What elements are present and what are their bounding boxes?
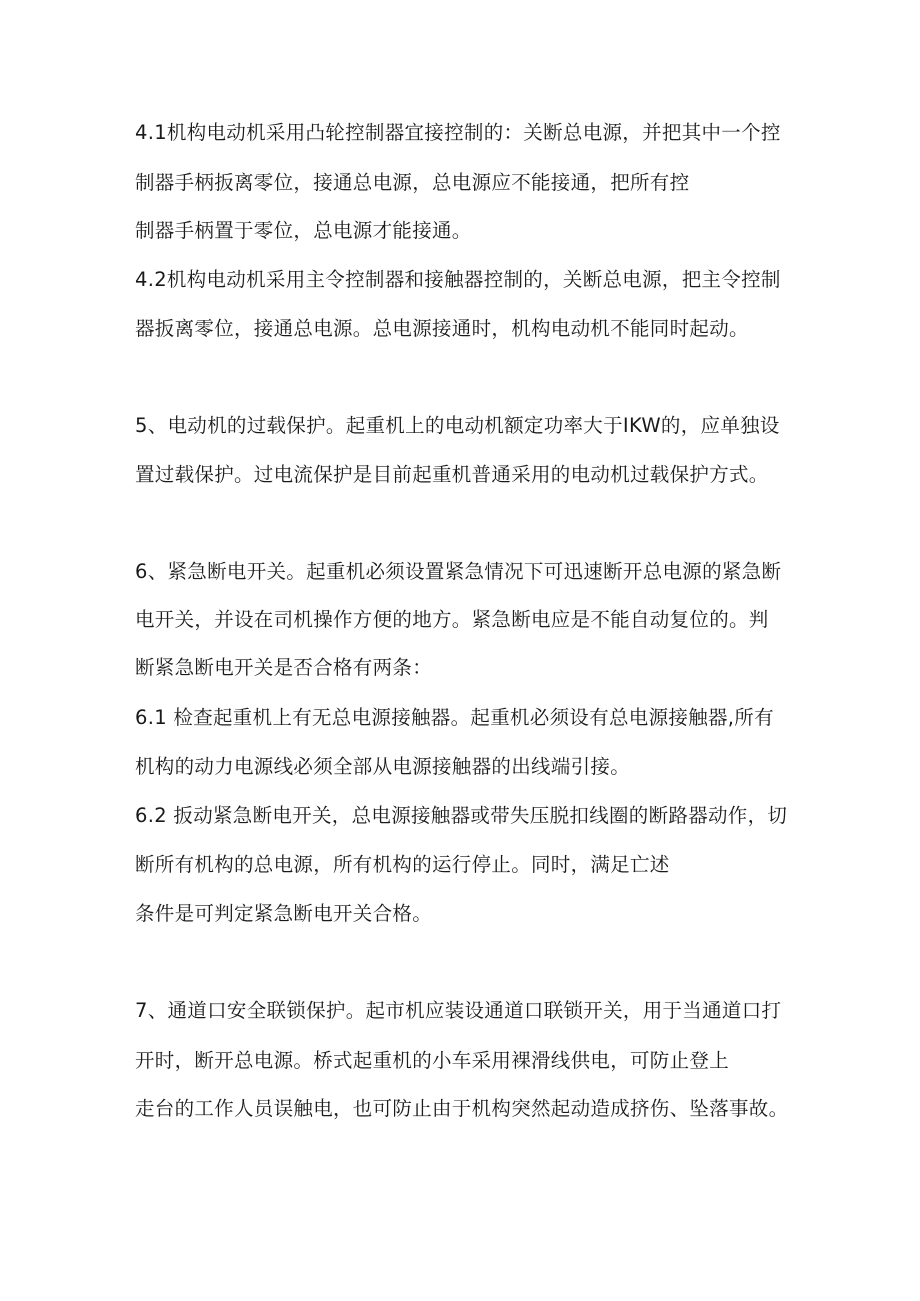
text-line-6-2-c: 条件是可判定紧急断电开关合格。 <box>135 902 433 925</box>
text-line-6-a: 6、紧急断电开关。起重机必须设置紧急情况下可迅速断开总电源的紧急断 <box>135 560 782 583</box>
text-line-7-a: 7、通道口安全联锁保护。起市机应装设通道口联锁开关，用于当通道口打 <box>135 999 782 1022</box>
text-line-4-1-a: 4.1机构电动机采用凸轮控制器宜接控制的：关断总电源，并把其中一个控 <box>135 121 781 144</box>
text-line-6-2-a: 6.2 扳动紧急断电开关，总电源接触器或带失压脱扣线圈的断路器动作，切 <box>135 804 788 827</box>
text-line-4-1-c: 制器手柄置于零位，总电源才能接通。 <box>135 219 472 242</box>
text-line-6-c: 断紧急断电开关是否合格有两条： <box>135 656 433 679</box>
text-line-5-b: 置过载保护。过电流保护是目前起重机普通采用的电动机过载保护方式。 <box>135 463 769 486</box>
text-line-6-b: 电开关，并设在司机操作方便的地方。紧急断电应是不能自动复位的。判 <box>135 608 769 631</box>
text-line-6-1-a: 6.1 检查起重机上有无总电源接触器。起重机必须设有总电源接触器,所有 <box>135 706 774 729</box>
text-line-7-b: 开时，断开总电源。桥式起重机的小车采用裸滑线供电，可防止登上 <box>135 1049 730 1072</box>
text-line-6-1-b: 机构的动力电源线必须全部从电源接触器的出线端引接。 <box>135 755 631 778</box>
text-line-4-1-b: 制器手柄扳离零位，接通总电源，总电源应不能接通，把所有控 <box>135 171 690 194</box>
text-line-4-2-b: 器扳离零位，接通总电源。总电源接通时，机构电动机不能同时起动。 <box>135 317 749 340</box>
text-line-4-2-a: 4.2机构电动机采用主令控制器和接触器控制的，关断总电源，把主令控制 <box>135 268 781 291</box>
text-line-6-2-b: 断所有机构的总电源，所有机构的运行停止。同时，满足亡述 <box>135 853 670 876</box>
text-line-7-c: 走台的工作人员误触电，也可防止由于机构突然起动造成挤伤、坠落事故。 <box>135 1097 789 1120</box>
text-line-5-a: 5、电动机的过载保护。起重机上的电动机额定功率大于IKW的，应单独设 <box>135 414 780 437</box>
